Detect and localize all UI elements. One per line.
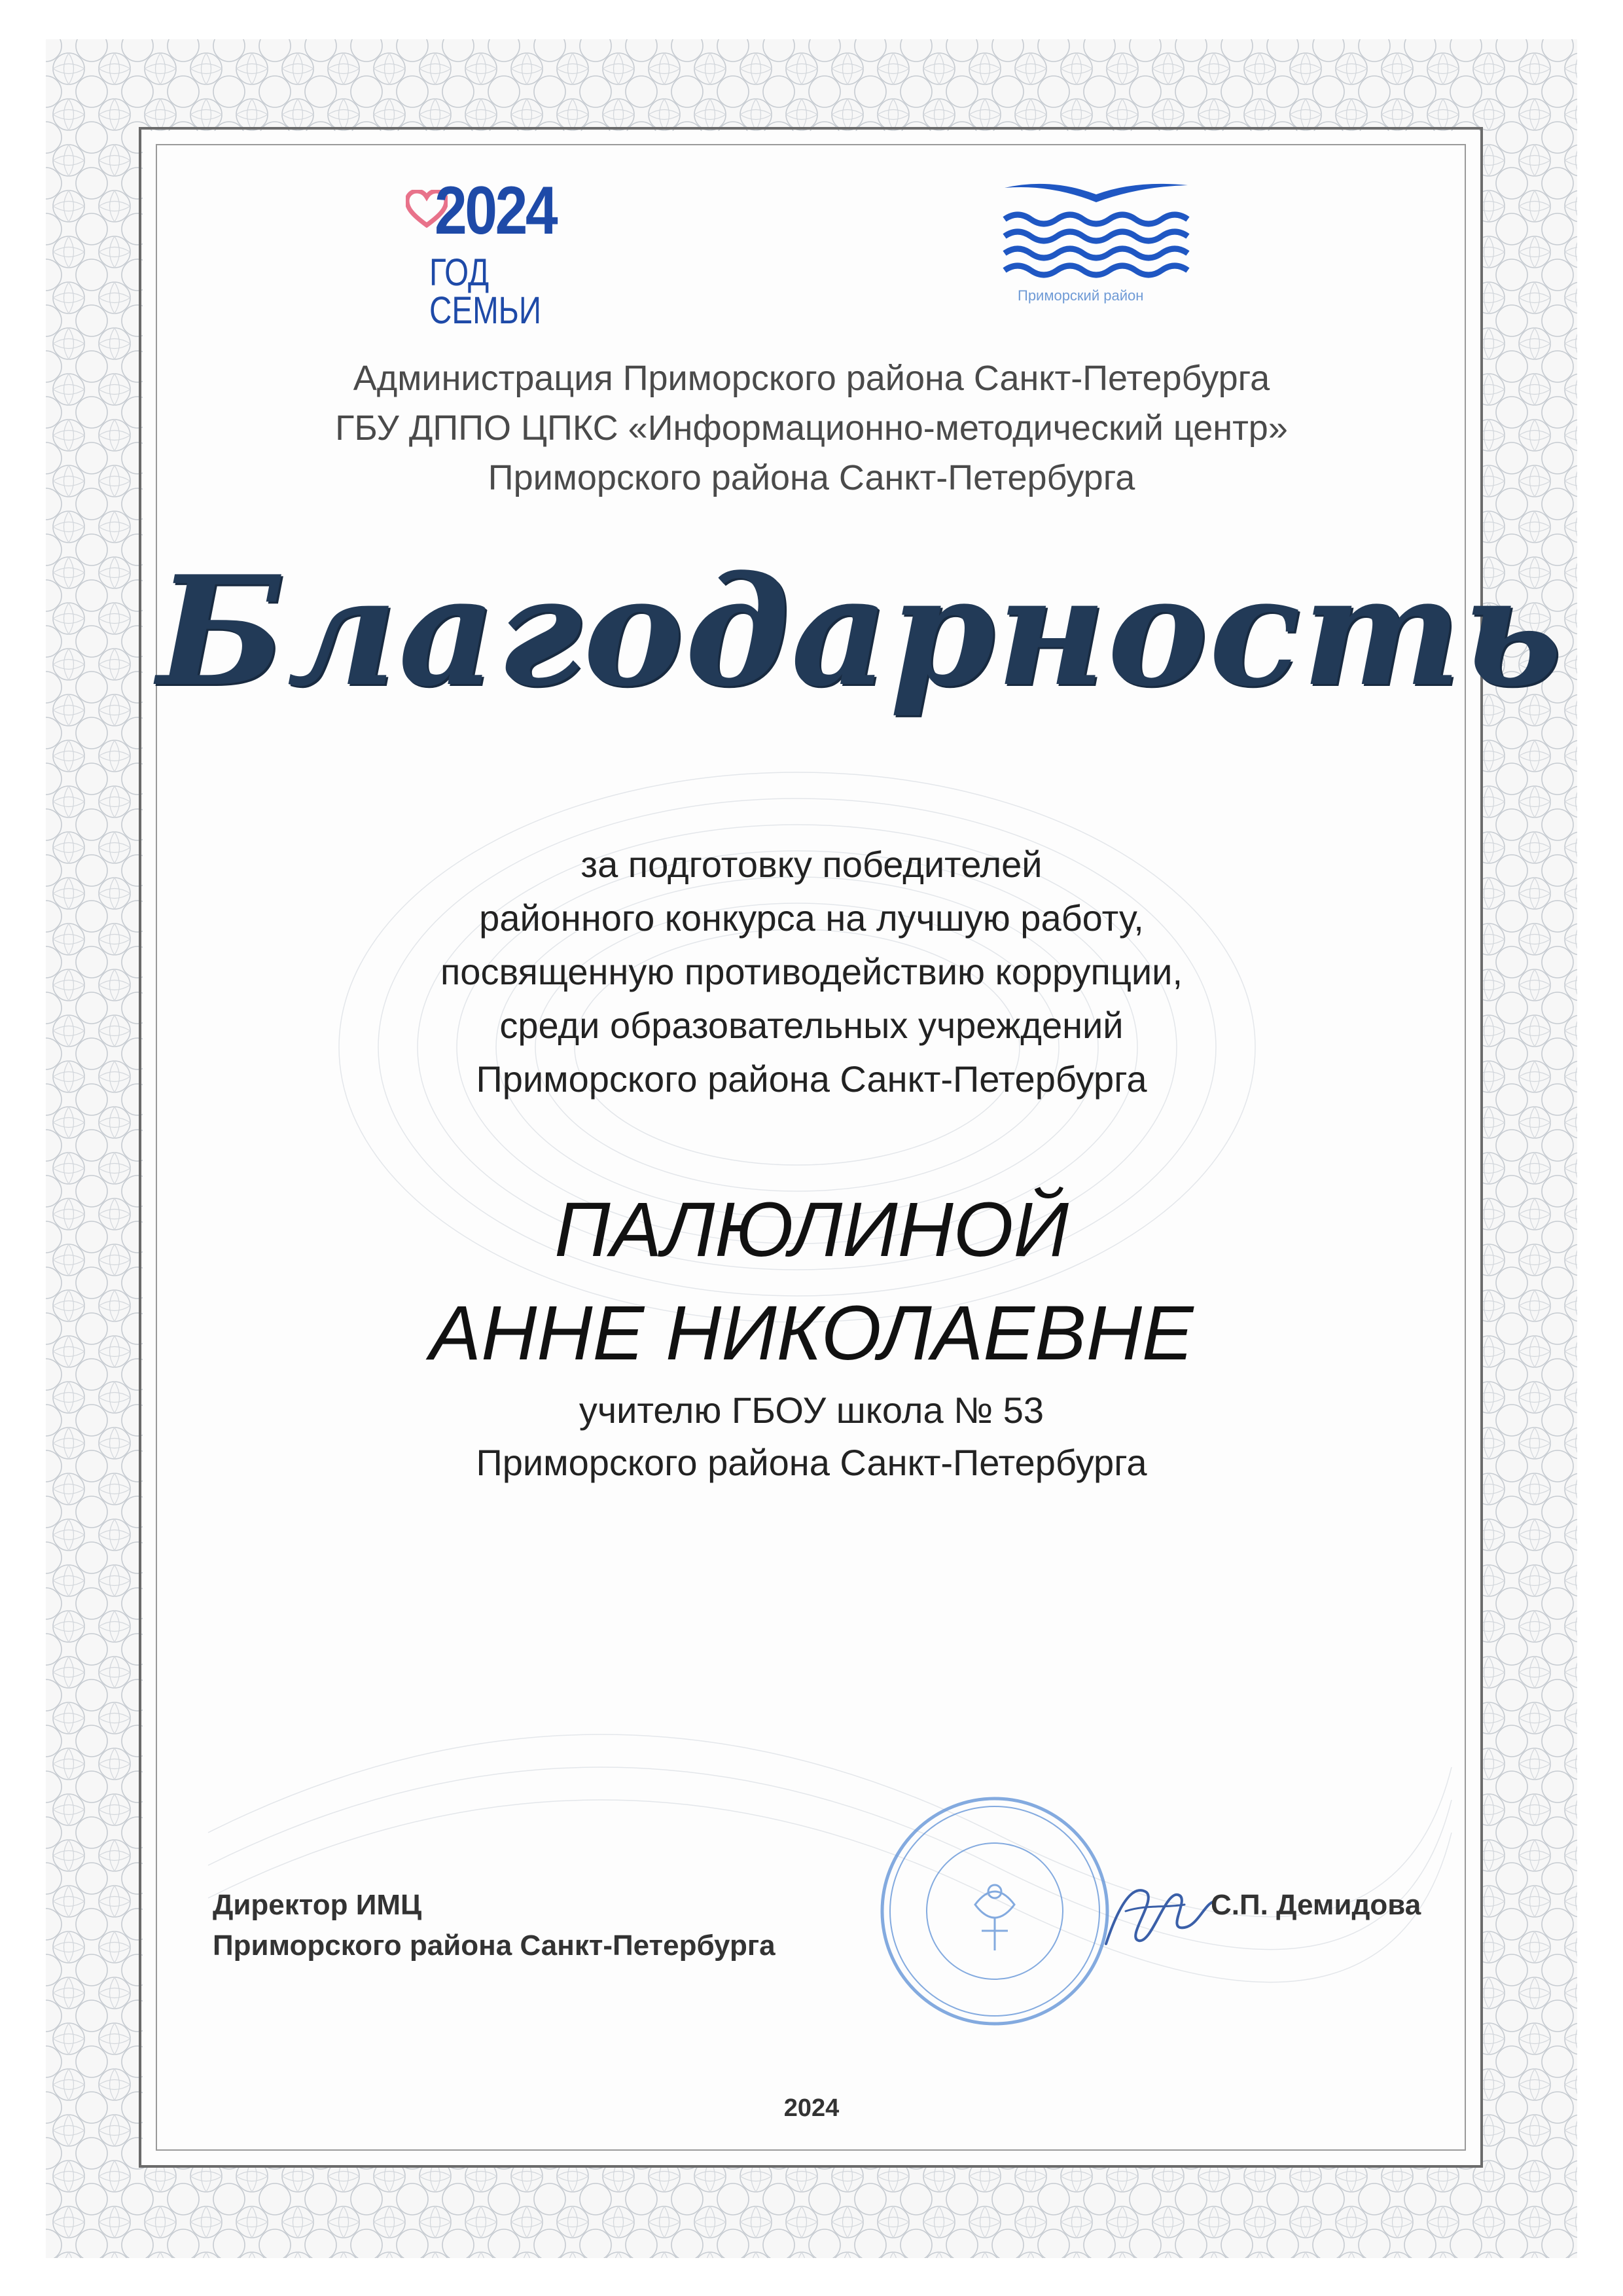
reason-line: за подготовку победителей	[580, 844, 1043, 885]
reason-line: среди образовательных учреждений	[499, 1005, 1124, 1046]
header-line: Администрация Приморского района Санкт-Петербурга	[353, 359, 1270, 398]
reason-line: посвященную противодействию коррупции,	[440, 951, 1183, 992]
district-logo	[998, 180, 1194, 311]
certificate-title: Благодарность	[157, 543, 1563, 720]
year-of-family-logo	[406, 173, 615, 332]
issue-year: 2024	[783, 2094, 840, 2122]
signer-title-line: Директор ИМЦ	[213, 1889, 422, 1921]
year-logo-number: 2024	[435, 173, 556, 249]
handwritten-signature	[1086, 1865, 1217, 1964]
year-logo-caption: ГОД СЕМЬИ	[429, 251, 542, 332]
header-line: ГБУ ДППО ЦПКС «Информационно-методический центр»	[335, 408, 1288, 448]
district-logo-caption: Приморский район	[1018, 287, 1144, 304]
issuer-header	[157, 353, 1466, 503]
recipient-name	[157, 1178, 1466, 1385]
waves-seagull-icon	[998, 180, 1194, 285]
reason-line: Приморского района Санкт-Петербурга	[476, 1058, 1147, 1100]
reason-line: районного конкурса на лучшую работу,	[479, 897, 1144, 939]
position-line: учителю ГБОУ школа № 53	[579, 1390, 1044, 1431]
recipient-position	[157, 1384, 1466, 1489]
recipient-surname: ПАЛЮЛИНОЙ	[554, 1187, 1069, 1273]
header-line: Приморского района Санкт-Петербурга	[488, 458, 1135, 497]
signer-name: С.П. Демидова	[1211, 1889, 1421, 1921]
signer-title	[213, 1885, 776, 1966]
position-line: Приморского района Санкт-Петербурга	[476, 1442, 1147, 1483]
signer-title-line: Приморского района Санкт-Петербурга	[213, 1929, 776, 1962]
official-stamp	[877, 1793, 1113, 2029]
recipient-given-names: АННЕ НИКОЛАЕВНЕ	[429, 1290, 1194, 1376]
award-reason	[157, 838, 1466, 1106]
